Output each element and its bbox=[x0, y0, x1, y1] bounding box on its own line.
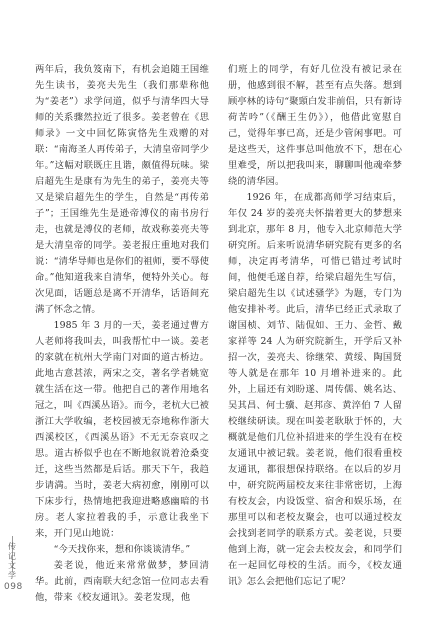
paragraph: 1926 年，在成都高师学习结束后，年仅 24 岁的姜亮夫怀揣着更大的梦想来到北京，那年 8 月，他专入北京师范大学研究所。后来听说清华研究院有更多的名师，决定再考清华，可惜已错过考试时间，他便毛遂自荐，给梁启超先生写信，梁启超先生以《试述骚学》为题，专门为他安排补考。此后，清华已经正式录取了谢国桢、刘节、陆侃如、王力、金哲、戴家祥等 24 人为研究院新生，开学后又补招一次，姜亮夫、徐继荣、黄绥、陶国贤等人就是在那年 10 月增补进来的。此外，上届还有刘盼遂、周传儒、姚名达、吴其昌、何士骥、赵邦彦、黄淬伯 7 人留校继续研读。现在叫姜老耿耿于怀的，大概就是他们几位补招进来的学生没有在校友通讯中被记载。姜老说，他们很看重校友通讯，都很想保持联络。在以后的岁月中，研究院两届校友来往非常密切，上海有校友会，内设饭堂、宿舍和娱乐场，在那里可以和老校友聚会，也可以通过校友会找到老同学的联系方式。姜老说，只要他到上海，就一定会去校友会，和同学们在一起回忆母校的生活。而今，《校友通讯》怎么会把他们忘记了呢？ bbox=[228, 192, 402, 587]
paragraph: “今天找你来，想和你谈谈清华。” bbox=[53, 544, 191, 555]
left-text-column bbox=[35, 62, 209, 606]
paragraph: 姜老说，他近来常常做梦，梦回清华。此前，西南联大纪念馆一位同志去看他，带来《校友通讯》。姜老发现，他 bbox=[35, 560, 209, 603]
paragraph: 们班上的同学，有好几位没有被记录在册，他感到很不解，甚至有点失落。想到顾亭林的诗句“聚頸白发非前侣，只有新诗荷苦吟”（《酬王生仍》），他借此宽慰自己，觉得年事已高，还是少管闲事吧。可是这些天，这件事总叫他放不下，想在心里难受，所以把我叫来，聊聊叫他魂牵梦绕的清华园。 bbox=[228, 64, 402, 187]
paragraph: 两年后，我负笈南下，有机会追随王国维先生读书，姜亮夫先生（我们那辈称他为“姜老”）求学问道，似乎与清华四大导师的关系骤然拉近了很多。姜老曾在《思师录》一文中回忆陈寅恪先生戏赠的对联：“南海圣人再传弟子，大清皇帝同学少年。”这幅对联既庄且谐，颇值得玩味。梁启超先生是康有为先生的弟子，姜亮夫等又是梁启超先生的学生，自然是“再传弟子”；王国维先生是逊帝溥仪的南书房行走，也就是溥仪的老师，故戏称姜亮夫等是大清皇帝的同学。姜老报庄重地对我们说：“清华导师也是你们的祖师，要不辱使命。”他知道我来自清华，便特外关心。每次见面，话题总是离不开清华，话语间充满了怀念之情。 bbox=[35, 64, 209, 315]
page-number: 098 bbox=[4, 582, 23, 592]
section-label: 传记文学 bbox=[8, 542, 16, 580]
right-text-column bbox=[228, 62, 402, 590]
paragraph: 1985 年 3 月的一天，姜老通过曹方人老师将我叫去，叫我帮忙中一谈。姜老的家就在杭州大学南门对面的道古桥边。此地古意甚浓，两宋之交，著名学者姚宽就生活在这一带。他把自己的著作用地名冠之，叫《西溪丛语》。而今，老杭大已被浙江大学收编，老校园被无奈地称作浙大西溪校区，《西溪丛语》不无无奈哀叹之思。道古桥似乎也在不断地叙说着沧桑变迁，这些当然都是后话。那天下午，我趋步请満。当时，姜老大病初愈，刚刚可以下床步行，热情地把我迎进略感幽暗的书房。老人家拉着我的手，示意让我坐下来，开门见山地说： bbox=[35, 320, 209, 539]
